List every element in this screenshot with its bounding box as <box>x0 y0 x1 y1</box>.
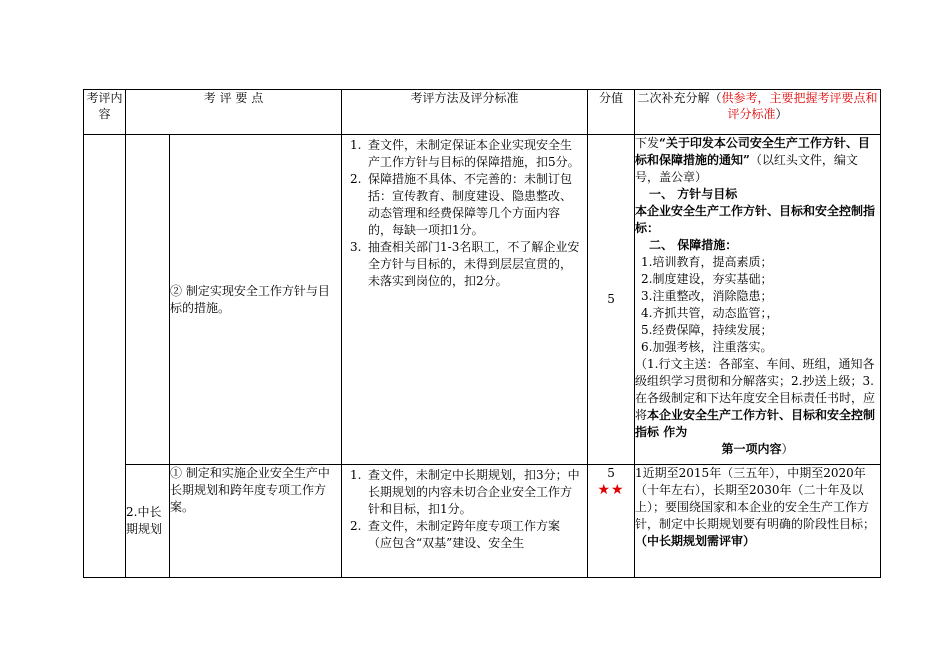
evaluation-point-text: ② 制定实现安全工作方针与目标的措施。 <box>170 283 330 315</box>
criteria-item: 1. 查文件，未制定中长期规划，扣3分；中长期规划的内容未切合企业安全工作方针和目标，扣1分。 <box>350 468 580 516</box>
score-value: 5 <box>607 292 615 306</box>
header-supplement-note: 供参考，主要把握考评要点和评分标准 <box>721 91 878 121</box>
table-row <box>84 465 881 578</box>
measures-list <box>635 254 880 356</box>
header-method-criteria: 考评方法及评分标准 <box>342 90 588 135</box>
star-rating-icon: ★★ <box>597 482 625 498</box>
evaluation-point-text: ① 制定和实施企业安全生产中长期规划和跨年度专项工作方案。 <box>170 466 330 514</box>
measure-item: 2.制度建设，夯实基础； <box>641 272 773 286</box>
section-body: 本企业安全生产工作方针、目标和安全控制指标： <box>635 204 876 235</box>
measure-item: 4.齐抓共管，动态监管；， <box>641 306 779 320</box>
criteria-cell <box>342 465 588 578</box>
header-score: 分值 <box>588 90 635 135</box>
sub-category-cell <box>126 135 170 465</box>
criteria-item: 2. 查文件，未制定跨年度专项工作方案（应包含“双基”建设、安全生 <box>350 519 561 550</box>
evaluation-point-cell <box>170 135 342 465</box>
section-title: 一、 方针与目标 <box>649 187 738 201</box>
supplement-cell: 下发“关于印发本公司安全生产工作方针、目标和保障措施的通知”（以红头文件，编文号，盖公章） 一、 方针与目标 本企业安全生产工作方针、目标和安全控制指标： 二、 保障措施： 1.培训教育，提高素质； 2.制度建设，夯实基础； 3.注重整改，消除隐患； 4.齐抓共管，动态监管；， 5.经费保障，持续发展； 6.加强考核，注重落实。 （1.行文主送：各部室、车间、班组，通知各级组织学习贯彻和分解落实；2.抄送上级；3.在各级制定和下达年度安全目标责任书时，应将本企业安全生产工作方针、目标和安全控制指标 作为 第一项内容） <box>635 135 881 465</box>
evaluation-table <box>83 89 881 578</box>
sub-category-text: 2.中长期规划 <box>126 505 163 536</box>
supplement-cell: 1近期至2015年（三五年），中期至2020年（十年左右），长期至2030年（二十年及以上）；要围绕国家和本企业的安全生产工作方针，制定中长期规划要有明确的阶段性目标；（中长期规划需评审） <box>635 465 881 578</box>
criteria-item: 1. 查文件，未制定保证本企业实现安全生产工作方针与目标的保障措施，扣5分。 <box>350 138 580 169</box>
evaluation-point-cell <box>170 465 342 578</box>
header-supplement: 二次补充分解（供参考，主要把握考评要点和评分标准） <box>635 90 881 135</box>
criteria-list <box>342 465 587 552</box>
table-header-row <box>84 90 881 135</box>
measure-item: 5.经费保障，持续发展； <box>641 323 773 337</box>
score-cell <box>588 135 635 465</box>
criteria-item: 3. 抽查相关部门1-3名职工，不了解企业安全方针与目标的，未得到层层宣贯的，未落实到岗位的，扣2分。 <box>350 240 580 288</box>
evaluation-content-cell <box>84 135 126 578</box>
measure-item: 3.注重整改，消除隐患； <box>641 289 773 303</box>
criteria-cell <box>342 135 588 465</box>
score-cell <box>588 465 635 578</box>
criteria-item: 2. 保障措施不具体、不完善的：未制订包括：宣传教育、制度建设、隐患整改、动态管理和经费保障等几个方面内容的，每缺一项扣1分。 <box>350 172 573 237</box>
score-value: 5 <box>607 466 615 480</box>
section-title: 二、 保障措施： <box>649 238 738 252</box>
measure-item: 6.加强考核，注重落实。 <box>641 340 773 354</box>
table-row <box>84 135 881 465</box>
header-evaluation-points: 考 评 要 点 <box>126 90 342 135</box>
measure-item: 1.培训教育，提高素质； <box>641 255 773 269</box>
header-evaluation-content: 考评内容 <box>84 90 126 135</box>
sub-category-cell <box>126 465 170 578</box>
criteria-list <box>342 135 587 290</box>
